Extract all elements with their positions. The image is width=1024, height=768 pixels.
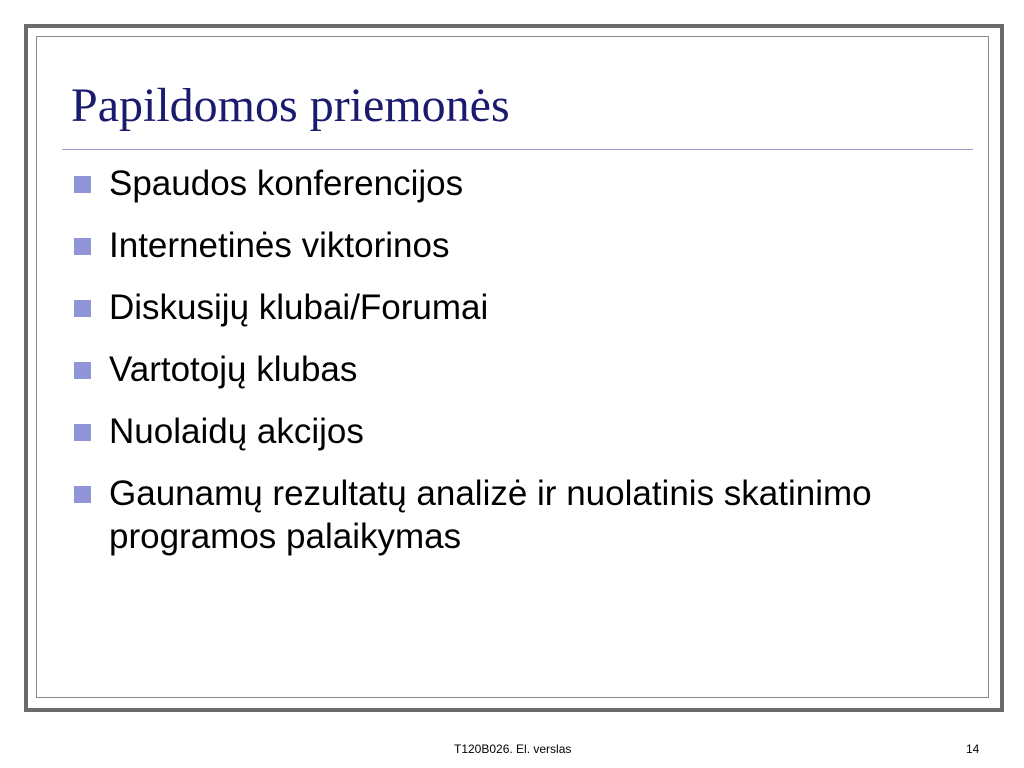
bullet-text: Diskusijų klubai/Forumai: [109, 288, 489, 327]
bullet-item: [71, 348, 951, 391]
page-number: 14: [966, 742, 980, 756]
square-bullet-icon: [74, 238, 91, 255]
square-bullet-icon: [74, 300, 91, 317]
bullet-text: Nuolaidų akcijos: [109, 412, 364, 451]
square-bullet-icon: [74, 176, 91, 193]
bullet-text: Vartotojų klubas: [109, 350, 358, 389]
square-bullet-icon: [74, 486, 91, 503]
bullet-item: [71, 410, 951, 453]
bullet-text: Internetinės viktorinos: [109, 226, 450, 265]
bullet-list: [71, 162, 951, 577]
bullet-item: [71, 224, 951, 267]
bullet-item: [71, 162, 951, 205]
bullet-text: Spaudos konferencijos: [109, 164, 464, 203]
bullet-text: Gaunamų rezultatų analizė ir nuolatinis skatinimo programos palaikymas: [109, 474, 872, 556]
slide-footer: T120B026. El. verslas: [454, 742, 572, 756]
title-divider: [62, 149, 973, 150]
square-bullet-icon: [74, 362, 91, 379]
bullet-item: [71, 286, 951, 329]
square-bullet-icon: [74, 424, 91, 441]
bullet-item: [71, 472, 951, 558]
slide-title: Papildomos priemonės: [71, 79, 510, 132]
